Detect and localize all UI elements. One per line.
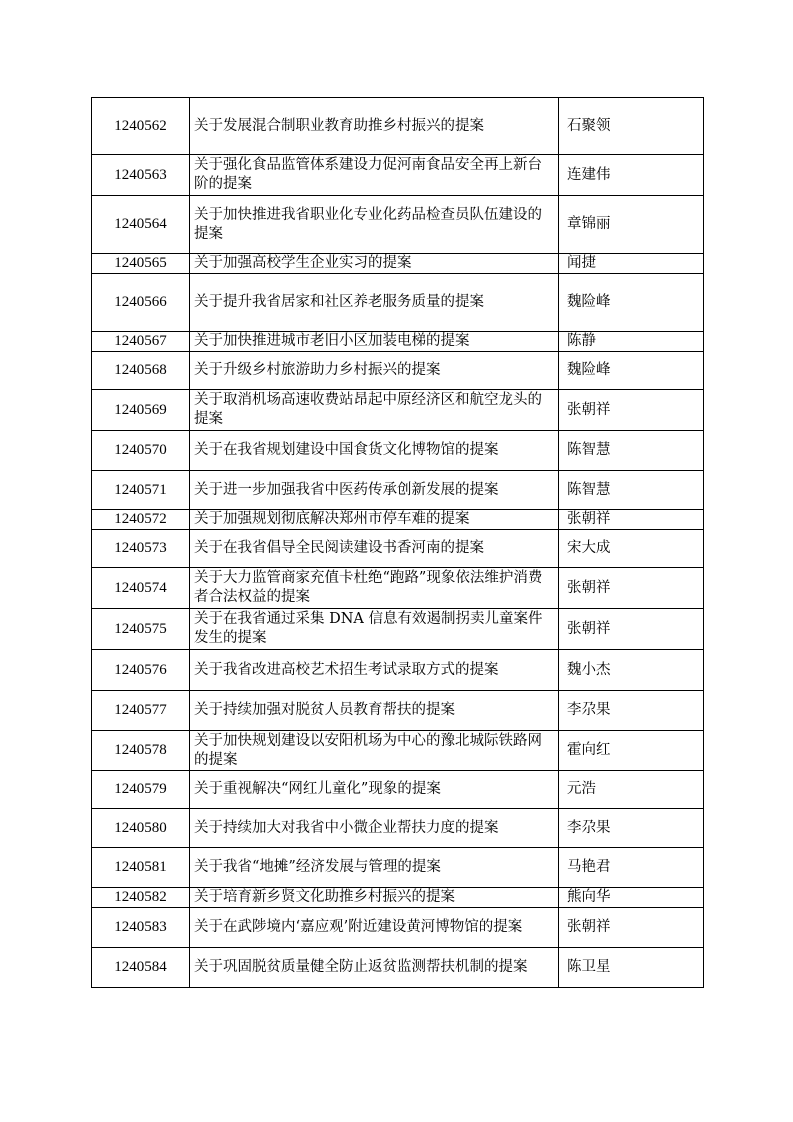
- proposal-id: 1240583: [92, 908, 190, 948]
- proposal-title: 关于我省“地摊”经济发展与管理的提案: [190, 848, 559, 888]
- proposal-id: 1240575: [92, 609, 190, 650]
- proposal-title: 关于大力监管商家充值卡杜绝“跑路”现象依法维护消费者合法权益的提案: [190, 568, 559, 609]
- proposer-name: 熊向华: [559, 888, 704, 908]
- proposal-title: 关于我省改进高校艺术招生考试录取方式的提案: [190, 650, 559, 691]
- proposal-title: 关于取消机场高速收费站昂起中原经济区和航空龙头的提案: [190, 390, 559, 431]
- proposer-name: 马艳君: [559, 848, 704, 888]
- table-row: [92, 471, 704, 510]
- proposal-title: 关于持续加强对脱贫人员教育帮扶的提案: [190, 691, 559, 731]
- table-row: [92, 98, 704, 155]
- proposal-id: 1240573: [92, 530, 190, 568]
- proposal-id: 1240567: [92, 332, 190, 352]
- proposal-id: 1240584: [92, 948, 190, 988]
- proposal-id: 1240578: [92, 731, 190, 771]
- table-row: [92, 274, 704, 332]
- table-row: [92, 691, 704, 731]
- proposer-name: 张朝祥: [559, 568, 704, 609]
- proposer-name: 石聚领: [559, 98, 704, 155]
- table-row: [92, 771, 704, 809]
- proposal-id: 1240570: [92, 431, 190, 471]
- proposal-id: 1240571: [92, 471, 190, 510]
- proposal-title: 关于持续加大对我省中小微企业帮扶力度的提案: [190, 809, 559, 848]
- table-row: [92, 510, 704, 530]
- proposer-name: 魏险峰: [559, 352, 704, 390]
- table-row: [92, 431, 704, 471]
- proposal-title: 关于加强高校学生企业实习的提案: [190, 254, 559, 274]
- proposal-table: [91, 97, 704, 988]
- table-row: [92, 731, 704, 771]
- table-row: [92, 609, 704, 650]
- proposal-title: 关于培育新乡贤文化助推乡村振兴的提案: [190, 888, 559, 908]
- proposal-title: 关于加快推进我省职业化专业化药品检查员队伍建设的提案: [190, 196, 559, 254]
- proposer-name: 连建伟: [559, 155, 704, 196]
- proposal-id: 1240574: [92, 568, 190, 609]
- proposal-title: 关于在我省倡导全民阅读建设书香河南的提案: [190, 530, 559, 568]
- proposal-id: 1240577: [92, 691, 190, 731]
- proposal-title: 关于在我省通过采集 DNA 信息有效遏制拐卖儿童案件发生的提案: [190, 609, 559, 650]
- proposer-name: 陈智慧: [559, 471, 704, 510]
- proposal-title: 关于加强规划彻底解决郑州市停车难的提案: [190, 510, 559, 530]
- proposal-title: 关于在武陟境内‘嘉应观’附近建设黄河博物馆的提案: [190, 908, 559, 948]
- proposal-id: 1240580: [92, 809, 190, 848]
- table-row: [92, 390, 704, 431]
- proposal-title: 关于在我省规划建设中国食货文化博物馆的提案: [190, 431, 559, 471]
- proposal-id: 1240565: [92, 254, 190, 274]
- proposer-name: 张朝祥: [559, 510, 704, 530]
- table-row: [92, 352, 704, 390]
- table-row: [92, 568, 704, 609]
- proposer-name: 闻捷: [559, 254, 704, 274]
- proposal-title: 关于重视解决“网红儿童化”现象的提案: [190, 771, 559, 809]
- proposal-title: 关于升级乡村旅游助力乡村振兴的提案: [190, 352, 559, 390]
- table-row: [92, 332, 704, 352]
- proposal-title: 关于巩固脱贫质量健全防止返贫监测帮扶机制的提案: [190, 948, 559, 988]
- table-row: [92, 948, 704, 988]
- proposal-id: 1240569: [92, 390, 190, 431]
- proposal-id: 1240562: [92, 98, 190, 155]
- table-row: [92, 908, 704, 948]
- table-row: [92, 254, 704, 274]
- proposal-id: 1240579: [92, 771, 190, 809]
- proposal-id: 1240572: [92, 510, 190, 530]
- table-row: [92, 530, 704, 568]
- proposal-title: 关于加快推进城市老旧小区加装电梯的提案: [190, 332, 559, 352]
- proposal-id: 1240566: [92, 274, 190, 332]
- proposer-name: 张朝祥: [559, 908, 704, 948]
- proposal-id: 1240563: [92, 155, 190, 196]
- proposal-title: 关于发展混合制职业教育助推乡村振兴的提案: [190, 98, 559, 155]
- table-row: [92, 155, 704, 196]
- proposer-name: 张朝祥: [559, 390, 704, 431]
- proposal-title: 关于加快规划建设以安阳机场为中心的豫北城际铁路网的提案: [190, 731, 559, 771]
- table-row: [92, 650, 704, 691]
- proposer-name: 李尕果: [559, 809, 704, 848]
- proposal-id: 1240576: [92, 650, 190, 691]
- proposal-id: 1240581: [92, 848, 190, 888]
- proposer-name: 元浩: [559, 771, 704, 809]
- proposer-name: 陈卫星: [559, 948, 704, 988]
- proposal-id: 1240568: [92, 352, 190, 390]
- table-row: [92, 848, 704, 888]
- proposal-title: 关于进一步加强我省中医药传承创新发展的提案: [190, 471, 559, 510]
- proposal-title: 关于强化食品监管体系建设力促河南食品安全再上新台阶的提案: [190, 155, 559, 196]
- proposer-name: 魏险峰: [559, 274, 704, 332]
- proposal-id: 1240564: [92, 196, 190, 254]
- proposer-name: 陈静: [559, 332, 704, 352]
- table-row: [92, 809, 704, 848]
- proposer-name: 章锦丽: [559, 196, 704, 254]
- table-row: [92, 888, 704, 908]
- proposer-name: 李尕果: [559, 691, 704, 731]
- proposer-name: 陈智慧: [559, 431, 704, 471]
- proposal-title: 关于提升我省居家和社区养老服务质量的提案: [190, 274, 559, 332]
- proposer-name: 霍向红: [559, 731, 704, 771]
- proposer-name: 张朝祥: [559, 609, 704, 650]
- proposer-name: 魏小杰: [559, 650, 704, 691]
- proposal-id: 1240582: [92, 888, 190, 908]
- proposer-name: 宋大成: [559, 530, 704, 568]
- table-row: [92, 196, 704, 254]
